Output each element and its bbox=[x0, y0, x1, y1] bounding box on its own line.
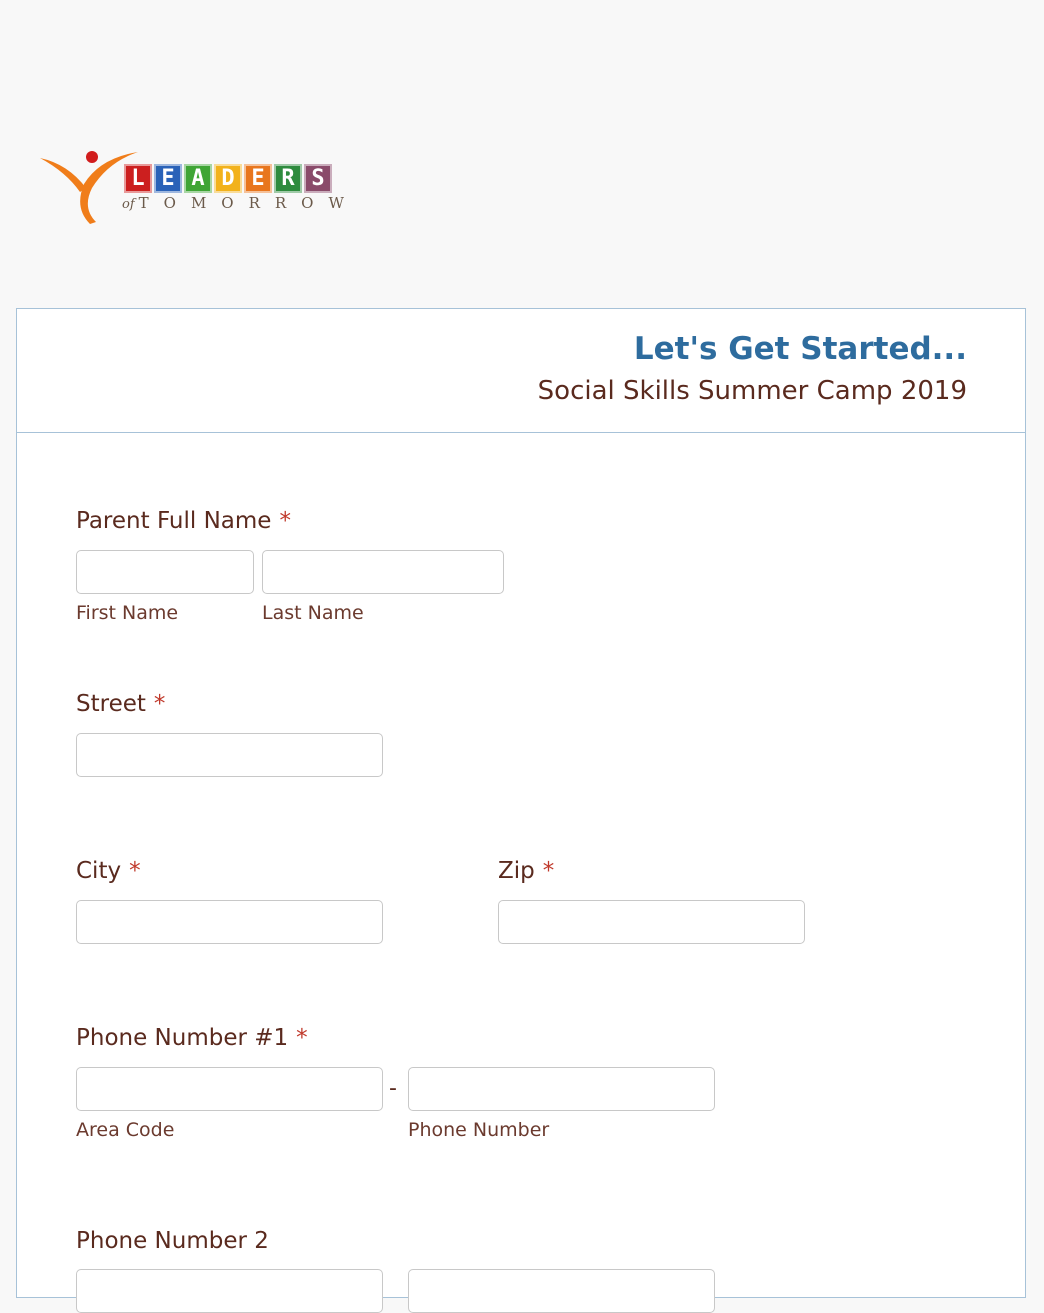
form-header bbox=[17, 309, 1025, 433]
last-name-sublabel: Last Name bbox=[262, 602, 364, 624]
logo-letter-tile: D bbox=[214, 164, 242, 193]
required-asterisk: * bbox=[542, 858, 555, 884]
form-title: Let's Get Started... bbox=[633, 331, 967, 367]
required-asterisk: * bbox=[279, 508, 291, 534]
first-name-input[interactable] bbox=[76, 550, 254, 594]
logo-subtext bbox=[122, 194, 359, 212]
phone-number-2-label-text: Phone Number 2 bbox=[76, 1228, 269, 1254]
phone-number-2-label bbox=[76, 1227, 269, 1255]
phone-number-input[interactable] bbox=[408, 1067, 715, 1111]
parent-full-name-label-text: Parent Full Name bbox=[76, 508, 272, 534]
phone-number-1-label-text: Phone Number #1 bbox=[76, 1025, 289, 1051]
leaders-of-tomorrow-logo bbox=[38, 148, 358, 228]
logo-of-text: of bbox=[122, 197, 135, 212]
phone-number-1-label bbox=[76, 1024, 308, 1052]
logo-letter-tile: S bbox=[304, 164, 332, 193]
form-subtitle: Social Skills Summer Camp 2019 bbox=[537, 376, 967, 406]
logo-head-dot bbox=[86, 151, 98, 163]
zip-input[interactable] bbox=[498, 900, 805, 944]
parent-full-name-label bbox=[76, 507, 291, 535]
logo-letter-tiles bbox=[124, 164, 332, 193]
required-asterisk: * bbox=[153, 691, 166, 717]
city-input[interactable] bbox=[76, 900, 383, 944]
logo-left-arm bbox=[40, 158, 86, 192]
logo-letter-tile: A bbox=[184, 164, 212, 193]
phone-separator: - bbox=[389, 1076, 397, 1101]
logo-tomorrow-text: TOMORROW bbox=[138, 194, 359, 212]
street-label bbox=[76, 690, 165, 718]
phone-number-sublabel: Phone Number bbox=[408, 1119, 550, 1141]
logo-letter-tile: E bbox=[244, 164, 272, 193]
phone-2-area-code-input[interactable] bbox=[76, 1269, 383, 1313]
area-code-input[interactable] bbox=[76, 1067, 383, 1111]
city-label bbox=[76, 857, 141, 885]
street-input[interactable] bbox=[76, 733, 383, 777]
required-asterisk: * bbox=[129, 858, 141, 884]
logo-letter-tile: R bbox=[274, 164, 302, 193]
street-label-text: Street bbox=[76, 691, 146, 717]
last-name-input[interactable] bbox=[262, 550, 504, 594]
form-card bbox=[16, 308, 1026, 1298]
city-label-text: City bbox=[76, 858, 122, 884]
zip-label-text: Zip bbox=[498, 858, 535, 884]
required-asterisk: * bbox=[296, 1025, 308, 1051]
area-code-sublabel: Area Code bbox=[76, 1119, 175, 1141]
first-name-sublabel: First Name bbox=[76, 602, 179, 624]
person-figure-icon bbox=[38, 148, 138, 228]
logo-letter-tile: E bbox=[154, 164, 182, 193]
zip-label bbox=[498, 857, 554, 885]
logo-letter-tile: L bbox=[124, 164, 152, 193]
phone-2-number-input[interactable] bbox=[408, 1269, 715, 1313]
